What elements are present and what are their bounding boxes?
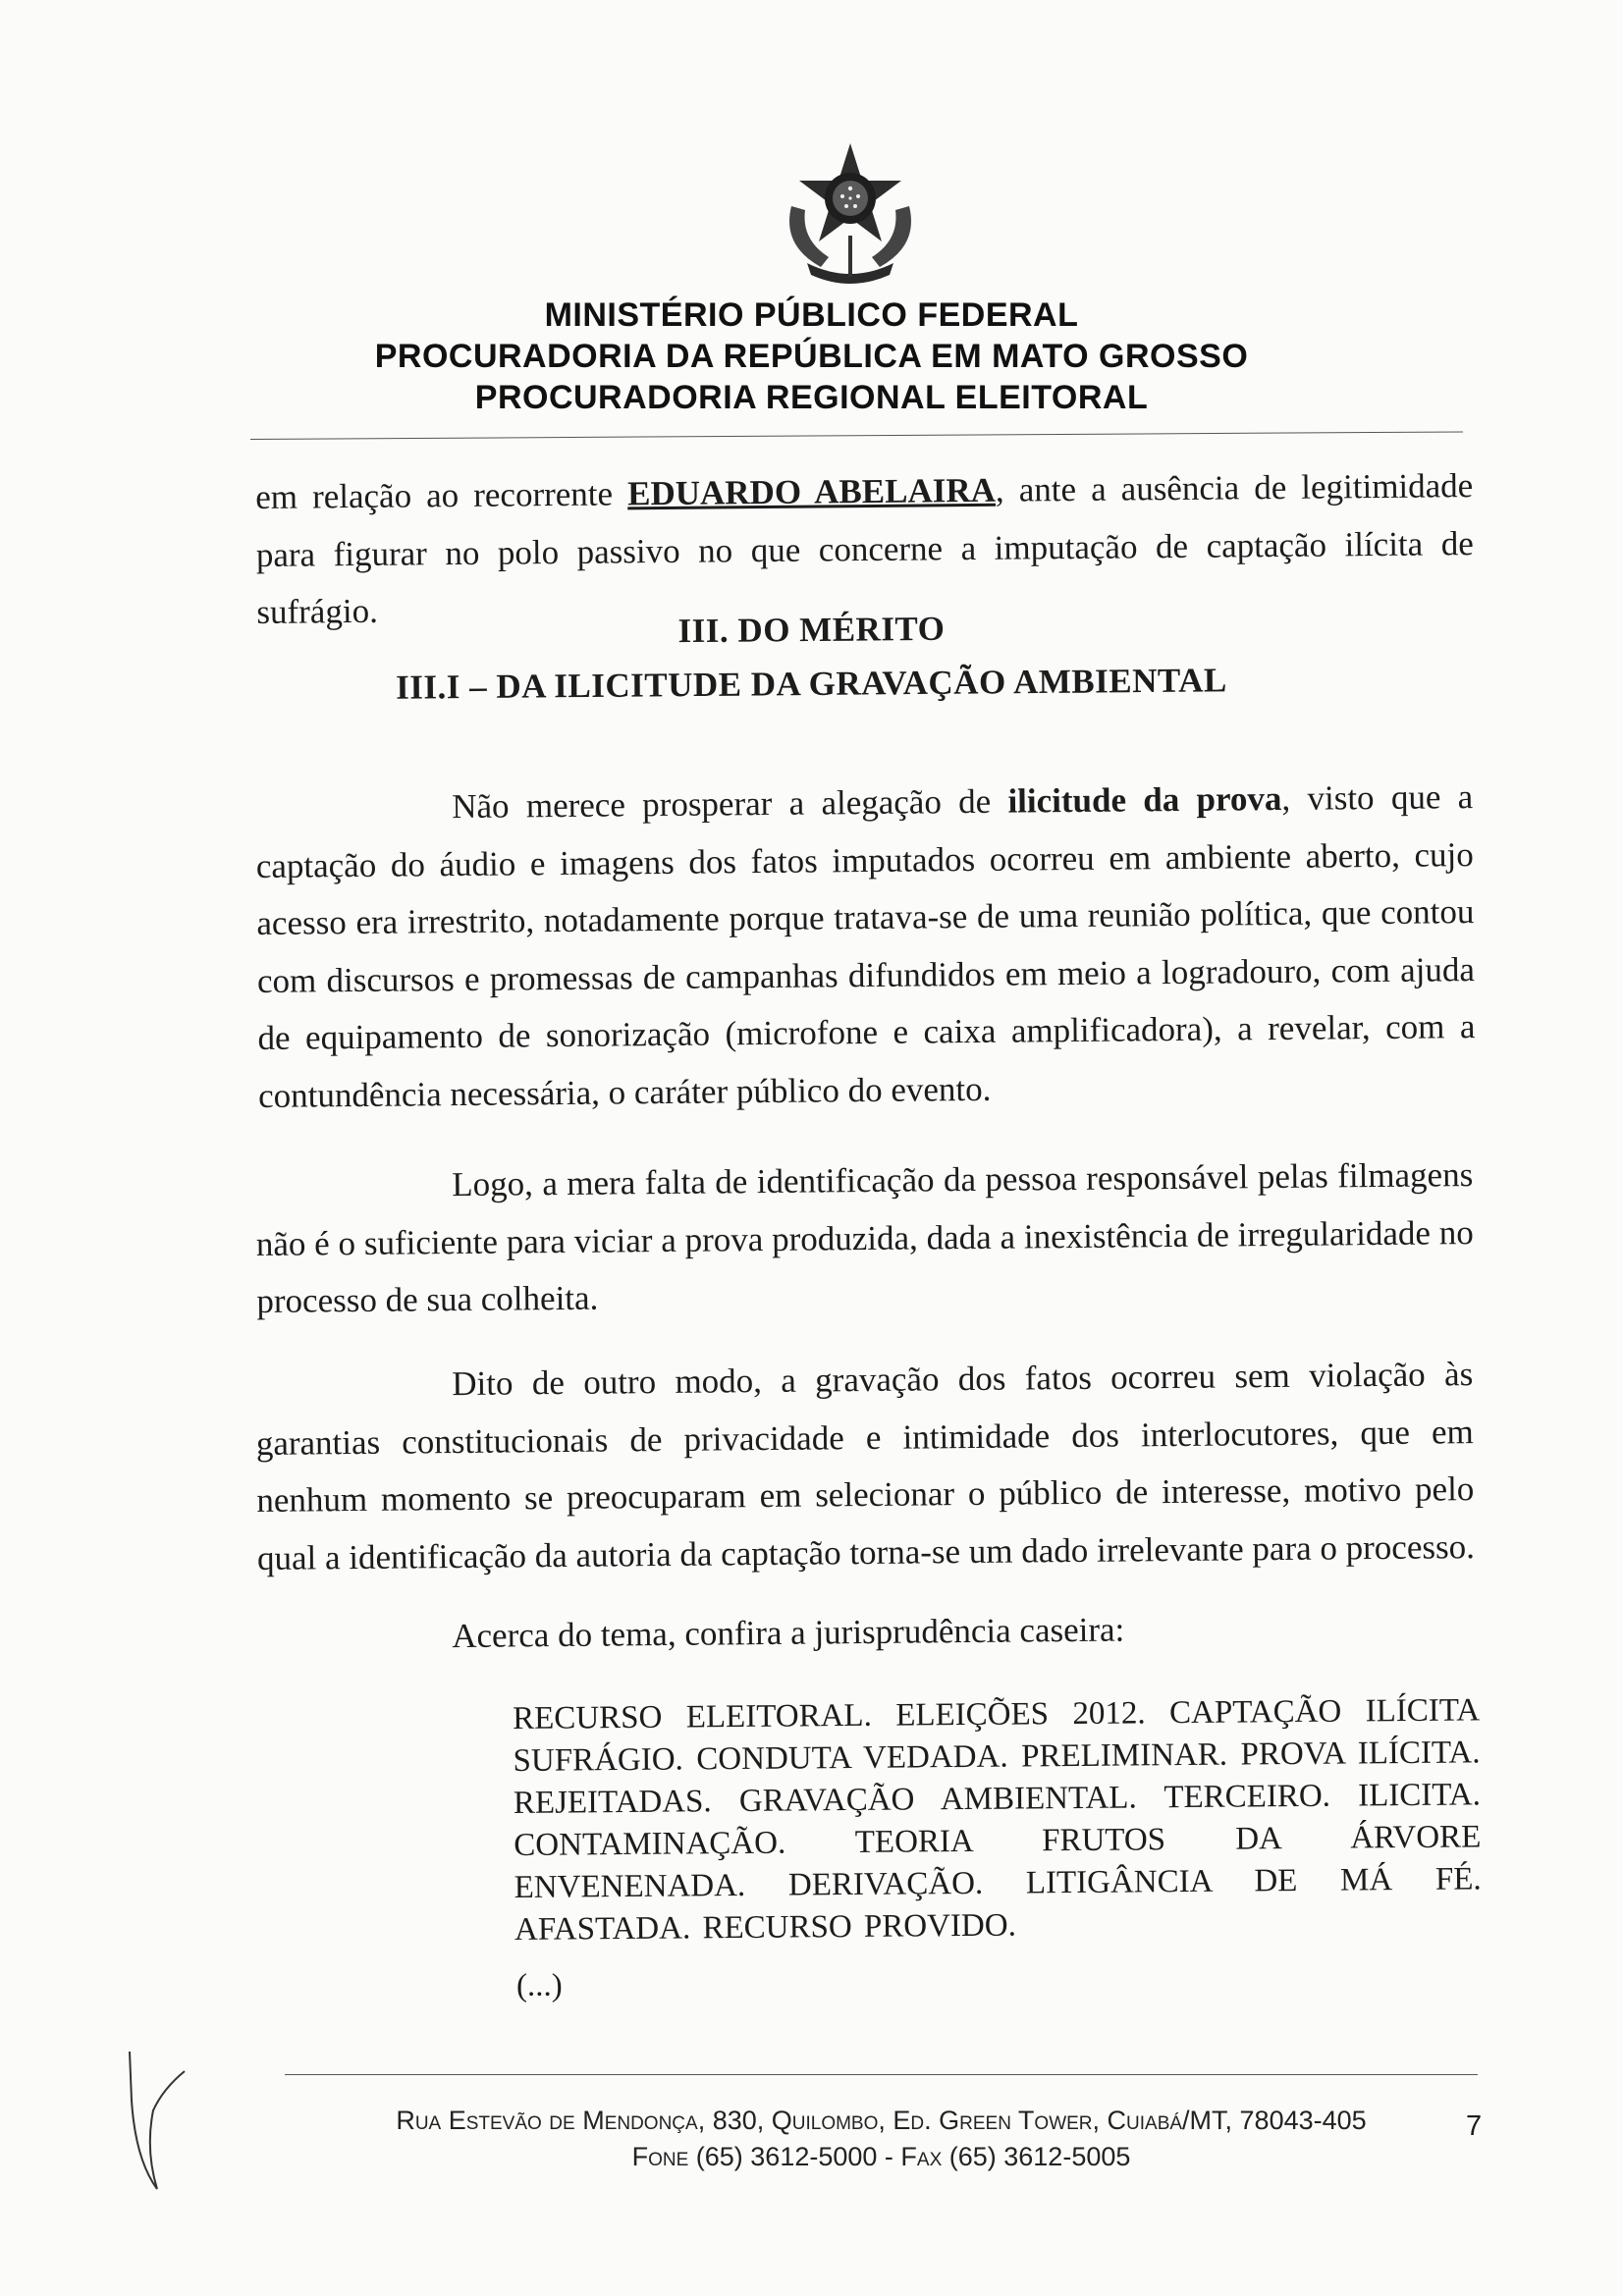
paragraph-1-lead: em relação ao recorrente bbox=[255, 474, 628, 516]
brazil-coat-of-arms-icon bbox=[772, 137, 929, 294]
subsection-heading: III.I – DA ILICITUDE DA GRAVAÇÃO AMBIENTAL bbox=[396, 661, 1227, 707]
section-heading: III. DO MÉRITO bbox=[677, 609, 946, 651]
page-number: 7 bbox=[1466, 2110, 1483, 2142]
paragraph-2-bold: ilicitude da prova bbox=[1007, 778, 1282, 821]
paragraph-4-text: Dito de outro modo, a gravação dos fatos ocorreu sem violação às garantias constitucionais de privacidade e intimidade dos interlocutores, que em nenhum momento se preocuparam em selecionar o público de interesse, motivo pelo qual a identificação da autoria da captação torna-se um dado irrelevante para o processo. bbox=[255, 1355, 1476, 1577]
paragraph-2 bbox=[255, 769, 1476, 1125]
paragraph-4 bbox=[255, 1346, 1475, 1587]
footer-phone: Fone (65) 3612-5000 - Fax (65) 3612-5005 bbox=[631, 2142, 1131, 2171]
paragraph-3 bbox=[255, 1147, 1475, 1330]
footer-divider bbox=[285, 2074, 1478, 2075]
handwritten-initial bbox=[118, 2042, 196, 2199]
institution-line-2: PROCURADORIA DA REPÚBLICA EM MATO GROSSO bbox=[374, 338, 1249, 375]
recorrente-name: EDUARDO ABELAIRA bbox=[626, 470, 997, 513]
quote-ellipsis: (...) bbox=[516, 1968, 563, 2003]
institution-line-1: MINISTÉRIO PÚBLICO FEDERAL bbox=[544, 296, 1079, 334]
paragraph-5-text: Acerca do tema, confira a jurisprudência caseira: bbox=[452, 1610, 1125, 1656]
paragraph-3-text: Logo, a mera falta de identificação da pessoa responsável pelas filmagens não é o suficiente para viciar a prova produzida, dada a inexistência de irregularidade no processo de sua colheita. bbox=[255, 1155, 1474, 1320]
header-divider bbox=[250, 431, 1463, 440]
paragraph-2-lead: Não merece prosperar a alegação de bbox=[452, 781, 1008, 827]
institution-line-3: PROCURADORIA REGIONAL ELEITORAL bbox=[474, 379, 1149, 416]
paragraph-1-tail: , ante a ausência de legitimidade para figurar no polo passivo no que concerne a imputação de captação ilícita de sufrágio. bbox=[255, 466, 1474, 631]
paragraph-2-tail: , visto que a captação do áudio e imagens dos fatos imputados ocorreu em ambiente aberto, cujo acesso era irrestrito, notadamente porque tratava-se de uma reunião política, que contou com discursos e promessas de campanhas difundidos em meio a logradouro, com ajuda de equipamento de sonorização (microfone e caixa amplificadora), a revelar, com a contundência necessária, o caráter público do evento. bbox=[255, 777, 1476, 1115]
paragraph-5 bbox=[255, 1598, 1474, 1667]
jurisprudence-quote: RECURSO ELEITORAL. ELEIÇÕES 2012. CAPTAÇÃO ILÍCITA SUFRÁGIO. CONDUTA VEDADA. PRELIMINAR. PROVA ILÍCITA. REJEITADAS. GRAVAÇÃO AMBIENTAL. TERCEIRO. ILICITA. CONTAMINAÇÃO. TEORIA FRUTOS DA ÁRVORE ENVENENADA. DERIVAÇÃO. LITIGÂNCIA DE MÁ FÉ. AFASTADA. RECURSO PROVIDO. bbox=[513, 1692, 1482, 1948]
footer-address: Rua Estevão de Mendonça, 830, Quilombo, Ed. Green Tower, Cuiabá/MT, 78043-405 bbox=[396, 2106, 1367, 2135]
